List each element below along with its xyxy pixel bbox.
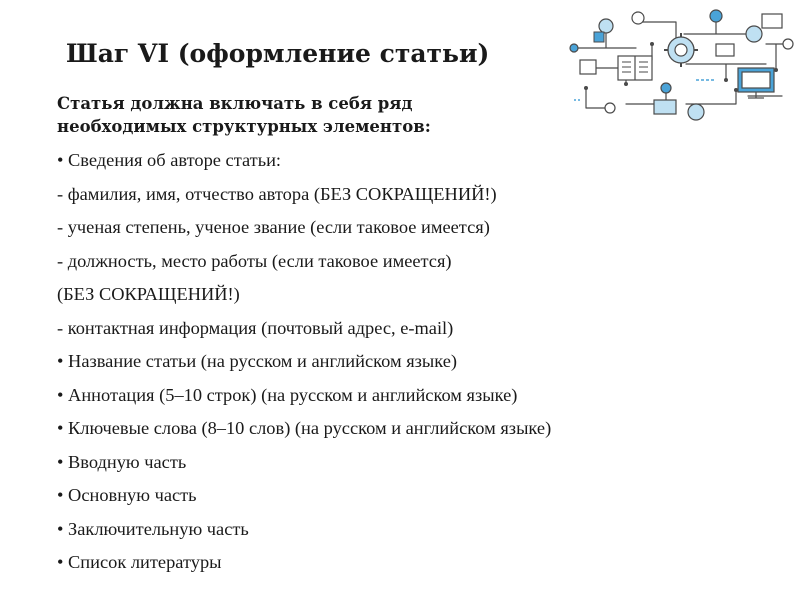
network-infographic-icon: [566, 4, 796, 126]
slide-intro: [57, 92, 557, 138]
intro-line: Статья должна включать в себя ряд: [57, 94, 413, 113]
list-item: - контактная информация (почтовый адрес, e-mail): [57, 317, 454, 338]
list-item: • Вводную часть: [57, 451, 187, 472]
list-item: • Аннотация (5–10 строк) (на русском и английском языке): [57, 384, 518, 405]
slide-title: Шаг VI (оформление статьи): [66, 39, 490, 68]
list-item: - ученая степень, ученое звание (если таковое имеется): [57, 217, 490, 237]
list-item: • Название статьи (на русском и английском языке): [57, 351, 458, 371]
list-item: - фамилия, имя, отчество автора (БЕЗ СОКРАЩЕНИЙ!): [57, 183, 497, 204]
requirements-list: [57, 144, 551, 580]
intro-line: необходимых структурных элементов:: [57, 117, 431, 136]
list-item: • Заключительную часть: [57, 518, 249, 539]
list-item: • Список литературы: [57, 552, 222, 572]
list-item: - должность, место работы (если таковое имеется): [57, 250, 452, 271]
list-item: • Сведения об авторе статьи:: [57, 150, 282, 170]
list-item: • Ключевые слова (8–10 слов) (на русском и английском языке): [57, 418, 552, 438]
list-item: (БЕЗ СОКРАЩЕНИЙ!): [57, 284, 240, 304]
list-item: • Основную часть: [57, 485, 197, 505]
